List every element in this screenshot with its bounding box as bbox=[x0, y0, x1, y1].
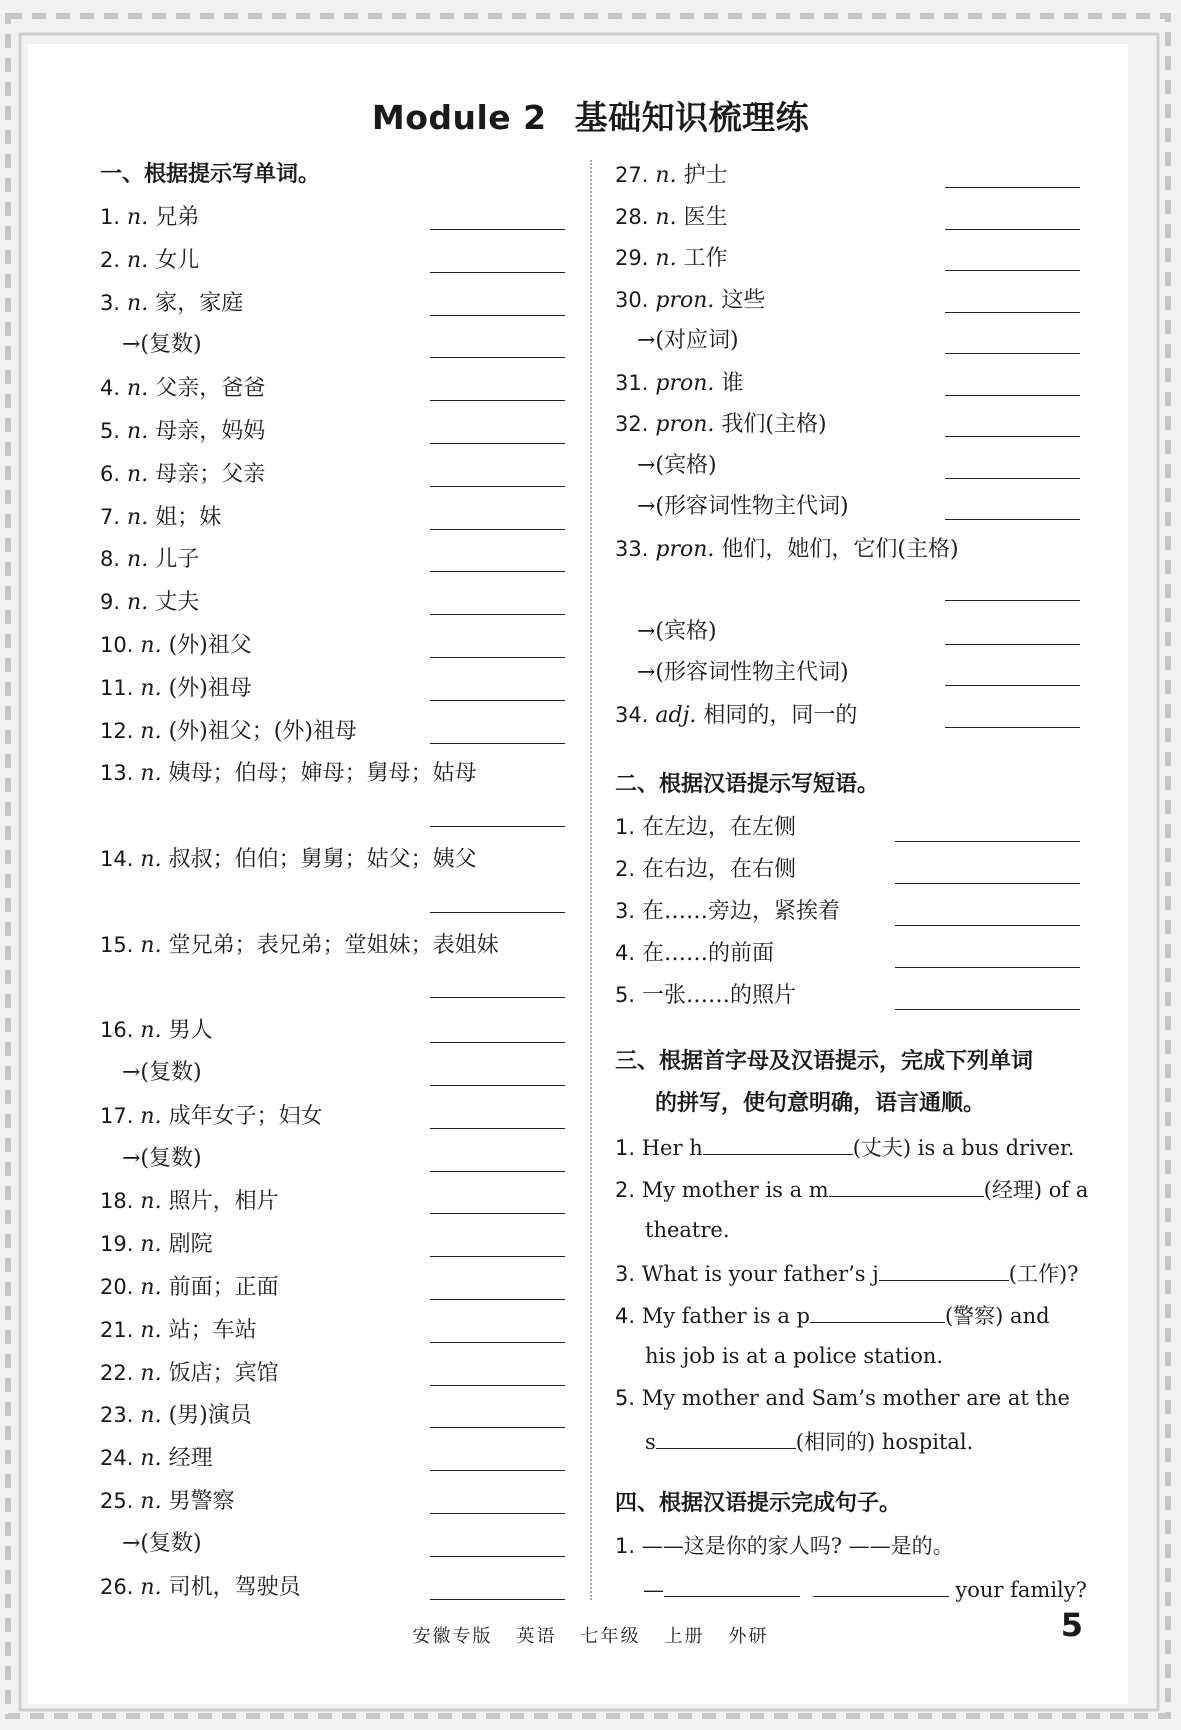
answer-blank[interactable] bbox=[945, 519, 1080, 520]
answer-blank[interactable] bbox=[430, 486, 565, 487]
vocab-item bbox=[122, 1524, 202, 1564]
column-divider bbox=[590, 160, 592, 1600]
item-meaning: 剧院 bbox=[168, 1232, 213, 1258]
item-number: 24. bbox=[100, 1446, 134, 1471]
part-of-speech: n. bbox=[140, 1489, 162, 1514]
part-of-speech: n. bbox=[140, 1189, 162, 1215]
answer-blank[interactable] bbox=[430, 357, 565, 358]
answer-blank[interactable] bbox=[430, 571, 565, 572]
vocab-item bbox=[637, 487, 849, 527]
item-meaning: 医生 bbox=[683, 204, 728, 230]
translation-prompt: ——这是你的家人吗? ——是的。 bbox=[641, 1534, 954, 1558]
answer-blank[interactable] bbox=[430, 315, 565, 316]
part-of-speech: n. bbox=[127, 419, 149, 444]
part-of-speech: n. bbox=[127, 376, 149, 402]
item-number: 20. bbox=[100, 1275, 134, 1299]
vocab-item bbox=[100, 1010, 213, 1050]
vocab-item bbox=[100, 1181, 279, 1221]
phrase-item bbox=[615, 891, 840, 931]
answer-blank[interactable] bbox=[430, 826, 565, 827]
item-meaning: 相同的，同一的 bbox=[703, 702, 858, 728]
answer-blank[interactable] bbox=[945, 478, 1080, 479]
answer-blank[interactable] bbox=[945, 600, 1080, 601]
answer-blank[interactable] bbox=[430, 1128, 565, 1129]
vocab-item bbox=[615, 155, 728, 195]
item-meaning: 儿子 bbox=[155, 547, 200, 573]
part-of-speech: n. bbox=[127, 205, 149, 230]
part-of-speech: n. bbox=[127, 461, 149, 487]
part-of-speech: adj. bbox=[655, 702, 697, 728]
sentence-4 bbox=[615, 1294, 1050, 1334]
vocab-item bbox=[100, 1096, 323, 1136]
item-number: 3. bbox=[100, 290, 121, 315]
translation-1-answer bbox=[643, 1568, 1087, 1608]
item-number: 5. bbox=[100, 419, 121, 443]
item-number: 31. bbox=[615, 370, 649, 395]
item-meaning: →(复数) bbox=[122, 1530, 202, 1556]
answer-blank[interactable] bbox=[945, 644, 1080, 645]
answer-blank[interactable] bbox=[430, 743, 565, 744]
part-of-speech: n. bbox=[127, 290, 149, 316]
vocab-item bbox=[100, 1310, 257, 1350]
vocab-item bbox=[100, 411, 265, 451]
footer-publisher: 外研 bbox=[728, 1626, 769, 1647]
footer-volume: 上册 bbox=[664, 1626, 705, 1647]
answer-blank[interactable] bbox=[895, 967, 1080, 968]
item-number: 11. bbox=[100, 675, 134, 700]
answer-blank[interactable] bbox=[945, 436, 1080, 437]
item-meaning: 姨母；伯母；婶母；舅母；姑母 bbox=[168, 761, 477, 787]
item-meaning: 工作 bbox=[683, 246, 728, 271]
sentence-number: 1. bbox=[615, 1136, 636, 1160]
section1-heading: 一、根据提示写单词。 bbox=[100, 162, 321, 187]
answer-blank[interactable] bbox=[945, 685, 1080, 686]
sentence-prefix: Her h bbox=[641, 1136, 703, 1160]
item-number: 33. bbox=[615, 536, 649, 561]
part-of-speech: n. bbox=[127, 247, 149, 273]
part-of-speech: n. bbox=[140, 932, 162, 958]
sentence-number: 4. bbox=[615, 1304, 636, 1328]
part-of-speech: n. bbox=[140, 761, 162, 787]
sentence-prefix: s bbox=[645, 1430, 656, 1454]
part-of-speech: n. bbox=[140, 1574, 162, 1600]
item-number: 28. bbox=[615, 204, 649, 229]
item-meaning: 护士 bbox=[683, 163, 728, 188]
vocab-item bbox=[615, 238, 728, 278]
part-of-speech: pron. bbox=[655, 370, 715, 396]
footer-grade: 七年级 bbox=[580, 1626, 641, 1647]
vocab-item bbox=[122, 1139, 202, 1179]
item-number: 3. bbox=[615, 899, 636, 923]
item-number: 14. bbox=[100, 847, 134, 871]
item-meaning: 女儿 bbox=[155, 247, 200, 273]
sentence-prefix: What is your father’s j bbox=[641, 1262, 879, 1286]
phrase-item bbox=[615, 807, 796, 847]
phrase-item bbox=[615, 975, 796, 1015]
item-number: 30. bbox=[615, 287, 649, 312]
item-meaning: 照片，相片 bbox=[168, 1189, 279, 1215]
vocab-item bbox=[615, 197, 728, 237]
vocab-item bbox=[100, 1353, 279, 1393]
item-meaning: 母亲，妈妈 bbox=[155, 419, 266, 444]
sentence-number: 1. bbox=[615, 1534, 636, 1558]
vocab-item bbox=[100, 1267, 279, 1307]
item-number: 9. bbox=[100, 590, 121, 615]
item-number: 16. bbox=[100, 1018, 134, 1043]
item-meaning: 谁 bbox=[721, 370, 744, 396]
answer-blank[interactable] bbox=[430, 1042, 565, 1043]
answer-blank[interactable] bbox=[430, 1556, 565, 1557]
title-subtitle: 基础知识梳理练 bbox=[574, 98, 810, 137]
answer-blank[interactable] bbox=[945, 270, 1080, 271]
vocab-item bbox=[615, 529, 959, 569]
part-of-speech: n. bbox=[655, 163, 677, 188]
answer-blank[interactable] bbox=[430, 400, 565, 401]
answer-blank[interactable] bbox=[945, 727, 1080, 728]
page-number: 5 bbox=[1060, 1606, 1083, 1644]
section3-heading-line1: 三、根据首字母及汉语提示，完成下列单词 bbox=[615, 1049, 1034, 1074]
part-of-speech: n. bbox=[140, 1103, 162, 1129]
part-of-speech: n. bbox=[140, 633, 162, 658]
vocab-item bbox=[100, 1567, 301, 1607]
sentence-5-continued bbox=[645, 1420, 973, 1460]
part-of-speech: n. bbox=[140, 1317, 162, 1343]
item-meaning: →(对应词) bbox=[637, 328, 739, 353]
answer-blank[interactable] bbox=[945, 353, 1080, 354]
item-number: 5. bbox=[615, 983, 636, 1007]
item-number: 15. bbox=[100, 932, 134, 957]
item-number: 7. bbox=[100, 504, 121, 529]
answer-blank[interactable] bbox=[430, 229, 565, 230]
answer-blank[interactable] bbox=[430, 912, 565, 913]
footer-edition: 安徽专版 bbox=[412, 1626, 493, 1647]
vocab-item bbox=[100, 1224, 213, 1264]
item-number: 34. bbox=[615, 702, 649, 727]
phrase-item bbox=[615, 849, 796, 889]
part-of-speech: n. bbox=[140, 718, 162, 744]
vocab-item bbox=[637, 612, 717, 652]
sentence-prefix: My father is a p bbox=[641, 1304, 810, 1328]
answer-blank[interactable] bbox=[430, 1256, 565, 1257]
sentence-2-continued: theatre. bbox=[645, 1218, 730, 1242]
item-meaning: →(形容词性物主代词) bbox=[637, 494, 849, 519]
item-meaning: 丈夫 bbox=[155, 590, 200, 616]
sentence-suffix: (工作)? bbox=[1008, 1262, 1079, 1286]
phrase-meaning: 在左边，在左侧 bbox=[642, 815, 797, 840]
item-meaning: 我们(主格) bbox=[721, 412, 827, 437]
item-number: 19. bbox=[100, 1232, 134, 1257]
part-of-speech: n. bbox=[140, 1403, 162, 1429]
answer-blank[interactable] bbox=[895, 1009, 1080, 1010]
item-meaning: →(复数) bbox=[122, 1060, 202, 1085]
item-number: 1. bbox=[100, 205, 121, 229]
part-of-speech: n. bbox=[127, 590, 149, 616]
sentence-number: 3. bbox=[615, 1262, 636, 1286]
answer-blank[interactable] bbox=[945, 312, 1080, 313]
item-meaning: (外)祖父 bbox=[168, 633, 252, 658]
answer-blank[interactable] bbox=[810, 1294, 945, 1323]
item-meaning: 家，家庭 bbox=[155, 290, 244, 316]
vocab-item bbox=[615, 280, 765, 320]
part-of-speech: n. bbox=[127, 547, 149, 573]
vocab-item bbox=[122, 1053, 202, 1093]
vocab-item bbox=[100, 497, 221, 537]
phrase-meaning: 在右边，在右侧 bbox=[642, 857, 797, 882]
sentence-1 bbox=[615, 1126, 1074, 1166]
answer-blank[interactable] bbox=[430, 1470, 565, 1471]
item-meaning: 堂兄弟；表兄弟；堂姐妹；表姐妹 bbox=[168, 932, 499, 958]
item-meaning: →(复数) bbox=[122, 332, 202, 358]
phrase-item bbox=[615, 933, 774, 973]
sentence-suffix: (丈夫) is a bus driver. bbox=[852, 1136, 1075, 1160]
answer-blank[interactable] bbox=[656, 1420, 796, 1449]
vocab-item bbox=[615, 695, 857, 735]
part-of-speech: n. bbox=[140, 1232, 162, 1258]
answer-blank[interactable] bbox=[430, 1213, 565, 1214]
vocab-item bbox=[615, 363, 743, 403]
answer-blank[interactable] bbox=[430, 700, 565, 701]
item-number: 12. bbox=[100, 718, 134, 743]
part-of-speech: n. bbox=[140, 847, 162, 872]
item-meaning: →(宾格) bbox=[637, 452, 717, 478]
part-of-speech: pron. bbox=[655, 536, 715, 562]
vocab-item bbox=[100, 625, 252, 665]
answer-blank[interactable] bbox=[430, 1599, 565, 1600]
footer bbox=[0, 1622, 1181, 1648]
item-number: 25. bbox=[100, 1489, 134, 1513]
part-of-speech: n. bbox=[140, 1018, 162, 1044]
answer-blank[interactable] bbox=[829, 1168, 984, 1197]
item-meaning: →(复数) bbox=[122, 1145, 202, 1171]
answer-blank[interactable] bbox=[945, 229, 1080, 230]
item-number: 2. bbox=[615, 857, 636, 881]
item-number: 32. bbox=[615, 412, 649, 436]
vocab-item bbox=[637, 446, 717, 486]
answer-blank[interactable] bbox=[430, 1299, 565, 1300]
translation-1 bbox=[615, 1526, 954, 1566]
vocab-item bbox=[100, 1438, 213, 1478]
item-meaning: 母亲；父亲 bbox=[155, 461, 266, 487]
answer-blank[interactable] bbox=[879, 1252, 1009, 1281]
answer-blank[interactable] bbox=[430, 614, 565, 615]
vocab-item bbox=[100, 1395, 252, 1435]
item-number: 10. bbox=[100, 633, 134, 657]
section4-heading: 四、根据汉语提示完成句子。 bbox=[615, 1491, 902, 1516]
footer-subject: 英语 bbox=[516, 1626, 557, 1647]
part-of-speech: n. bbox=[140, 675, 162, 701]
item-meaning: (外)祖父；(外)祖母 bbox=[168, 718, 357, 744]
item-meaning: →(形容词性物主代词) bbox=[637, 660, 849, 685]
sentence-prefix: My mother is a m bbox=[641, 1178, 829, 1202]
answer-blank[interactable] bbox=[430, 1085, 565, 1086]
answer-blank[interactable] bbox=[895, 841, 1080, 842]
item-number: 2. bbox=[100, 247, 121, 272]
item-meaning: 男警察 bbox=[168, 1489, 235, 1514]
module-label: Module 2 bbox=[371, 98, 547, 137]
item-number: 22. bbox=[100, 1360, 134, 1385]
answer-blank[interactable] bbox=[430, 529, 565, 530]
item-meaning: 经理 bbox=[168, 1446, 213, 1472]
item-number: 18. bbox=[100, 1189, 134, 1214]
part-of-speech: n. bbox=[140, 1275, 162, 1300]
sentence-3 bbox=[615, 1252, 1078, 1292]
phrase-meaning: 在……的前面 bbox=[642, 941, 775, 966]
part-of-speech: n. bbox=[127, 504, 149, 530]
vocab-item bbox=[100, 368, 265, 408]
answer-blank[interactable] bbox=[895, 925, 1080, 926]
item-number: 6. bbox=[100, 461, 121, 486]
item-meaning: 饭店；宾馆 bbox=[168, 1360, 279, 1386]
item-number: 27. bbox=[615, 163, 649, 187]
item-number: 1. bbox=[615, 815, 636, 839]
item-number: 21. bbox=[100, 1317, 134, 1342]
part-of-speech: n. bbox=[140, 1446, 162, 1472]
sentence-suffix: (警察) and bbox=[944, 1304, 1050, 1328]
item-meaning: 叔叔；伯伯；舅舅；姑父；姨父 bbox=[168, 847, 477, 872]
part-of-speech: n. bbox=[655, 204, 677, 230]
vocab-item bbox=[100, 582, 199, 622]
sentence-2 bbox=[615, 1168, 1088, 1208]
item-number: 29. bbox=[615, 246, 649, 270]
translation-tail: your family? bbox=[955, 1578, 1087, 1602]
vocab-item bbox=[615, 404, 827, 444]
vocab-item bbox=[100, 668, 252, 708]
item-meaning: 站；车站 bbox=[168, 1317, 257, 1343]
answer-blank[interactable] bbox=[430, 272, 565, 273]
item-meaning: 男人 bbox=[168, 1018, 213, 1044]
item-meaning: 兄弟 bbox=[155, 205, 200, 230]
vocab-item bbox=[637, 321, 739, 361]
section3-heading-line2: 的拼写，使句意明确，语言通顺。 bbox=[655, 1091, 986, 1116]
vocab-item bbox=[122, 325, 202, 365]
page-title bbox=[0, 92, 1181, 139]
answer-blank[interactable] bbox=[945, 187, 1080, 188]
part-of-speech: pron. bbox=[655, 287, 715, 313]
phrase-meaning: 在……旁边，紧挨着 bbox=[642, 899, 841, 924]
vocab-item bbox=[637, 653, 849, 693]
part-of-speech: n. bbox=[655, 246, 677, 271]
item-number: 4. bbox=[100, 376, 121, 401]
answer-blank[interactable] bbox=[430, 657, 565, 658]
answer-blank[interactable] bbox=[430, 997, 565, 998]
section2-heading: 二、根据汉语提示写短语。 bbox=[615, 772, 880, 797]
item-number: 8. bbox=[100, 547, 121, 572]
item-meaning: 成年女子；妇女 bbox=[168, 1103, 323, 1129]
item-number: 23. bbox=[100, 1403, 134, 1428]
vocab-item bbox=[100, 1481, 235, 1521]
sentence-line1: My mother and Sam’s mother are at the bbox=[641, 1386, 1070, 1410]
vocab-item bbox=[100, 753, 477, 793]
answer-blank[interactable] bbox=[813, 1568, 949, 1597]
vocab-item bbox=[100, 240, 199, 280]
sentence-5 bbox=[615, 1378, 1070, 1418]
part-of-speech: pron. bbox=[655, 412, 715, 437]
item-meaning: (外)祖母 bbox=[168, 675, 252, 701]
item-meaning: 姐；妹 bbox=[155, 504, 222, 530]
item-number: 17. bbox=[100, 1103, 134, 1128]
dialogue-dash: — bbox=[643, 1578, 664, 1602]
vocab-item bbox=[100, 197, 199, 237]
answer-blank[interactable] bbox=[945, 395, 1080, 396]
item-meaning: 父亲，爸爸 bbox=[155, 376, 266, 402]
vocab-item bbox=[100, 839, 477, 879]
part-of-speech: n. bbox=[140, 1360, 162, 1386]
vocab-item bbox=[100, 539, 199, 579]
answer-blank[interactable] bbox=[703, 1126, 853, 1155]
vocab-item bbox=[100, 454, 265, 494]
vocab-item bbox=[100, 711, 357, 751]
item-meaning: 司机，驾驶员 bbox=[168, 1574, 301, 1600]
item-number: 4. bbox=[615, 941, 636, 965]
item-meaning: 这些 bbox=[721, 287, 766, 313]
sentence-4-continued: his job is at a police station. bbox=[645, 1344, 944, 1368]
item-meaning: (男)演员 bbox=[168, 1403, 252, 1429]
sentence-suffix: (经理) of a bbox=[983, 1178, 1089, 1202]
item-number: 13. bbox=[100, 761, 134, 786]
vocab-item bbox=[100, 925, 499, 965]
item-meaning: 前面；正面 bbox=[168, 1275, 279, 1300]
answer-blank[interactable] bbox=[430, 1342, 565, 1343]
answer-blank[interactable] bbox=[430, 1385, 565, 1386]
phrase-meaning: 一张……的照片 bbox=[642, 983, 797, 1008]
answer-blank[interactable] bbox=[430, 1171, 565, 1172]
answer-blank[interactable] bbox=[430, 443, 565, 444]
sentence-number: 5. bbox=[615, 1386, 636, 1410]
answer-blank[interactable] bbox=[430, 1427, 565, 1428]
vocab-item bbox=[100, 283, 243, 323]
item-number: 26. bbox=[100, 1574, 134, 1599]
answer-blank[interactable] bbox=[664, 1568, 800, 1597]
answer-blank[interactable] bbox=[430, 1513, 565, 1514]
item-meaning: →(宾格) bbox=[637, 618, 717, 644]
sentence-suffix: (相同的) hospital. bbox=[795, 1430, 974, 1454]
sentence-number: 2. bbox=[615, 1178, 636, 1202]
answer-blank[interactable] bbox=[895, 883, 1080, 884]
item-meaning: 他们，她们，它们(主格) bbox=[721, 536, 959, 562]
